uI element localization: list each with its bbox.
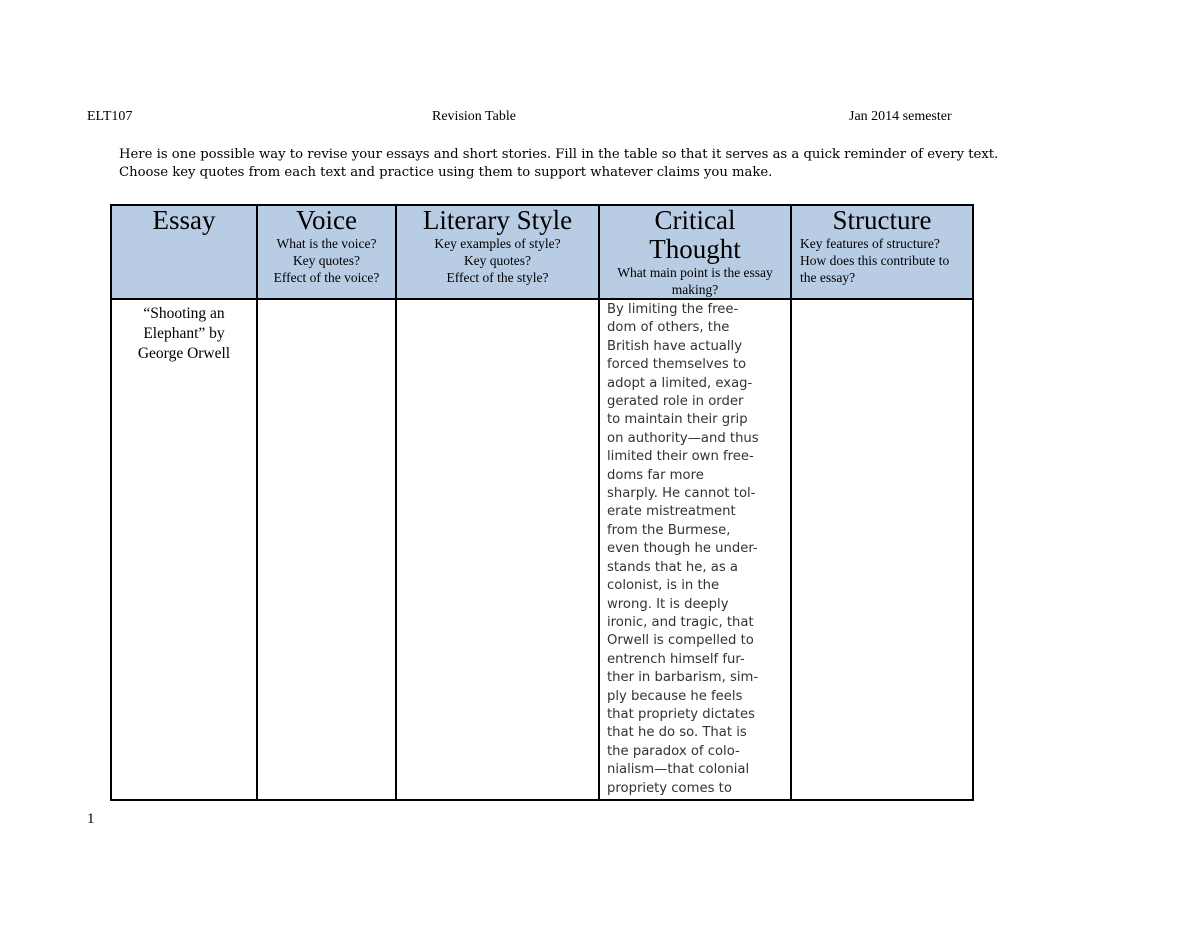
document-title: Revision Table (432, 109, 516, 124)
cell-critical-thought (599, 299, 791, 800)
column-header-literary-style: Literary Style Key examples of style? Key quotes? Effect of the style? (396, 205, 599, 299)
course-code: ELT107 (87, 109, 133, 124)
cell-structure (791, 299, 973, 800)
column-header-essay: Essay (111, 205, 257, 299)
column-header-voice: Voice What is the voice? Key quotes? Effect of the voice? (257, 205, 396, 299)
column-header-structure: Structure Key features of structure? How does this contribute to the essay? (791, 205, 973, 299)
cell-voice (257, 299, 396, 800)
cell-style (396, 299, 599, 800)
instructions: Here is one possible way to revise your essays and short stories. Fill in the table so that it serves as a quick reminder of every text. Choose key quotes from each text and practice using them to support whatever claims you make. (119, 147, 999, 180)
page-number: 1 (87, 811, 95, 827)
revision-table (110, 204, 974, 801)
table-header-row (111, 205, 973, 299)
column-header-critical-thought: Critical Thought What main point is the essay making? (599, 205, 791, 299)
cell-essay: “Shooting an Elephant” by George Orwell (111, 299, 257, 800)
critical-thought-text: By limiting the free- dom of others, the British have actually forced themselves to adopt a limited, exag- gerated role in order to maintain their grip on authority—and thus limited their own free- doms far more sharply. He cannot tol- erate mistreatment from the Burmese, even though he under- stands that he, as a colonist, is in the wrong. It is deeply ironic, and tragic, that Orwell is compelled to entrench himself fur- ther in barbarism, sim- ply because he feels that propriety dictates that he do so. That is the paradox of colo- nialism—that colonial propriety comes to (607, 302, 759, 796)
table-row (111, 299, 973, 800)
semester: Jan 2014 semester (849, 109, 952, 124)
